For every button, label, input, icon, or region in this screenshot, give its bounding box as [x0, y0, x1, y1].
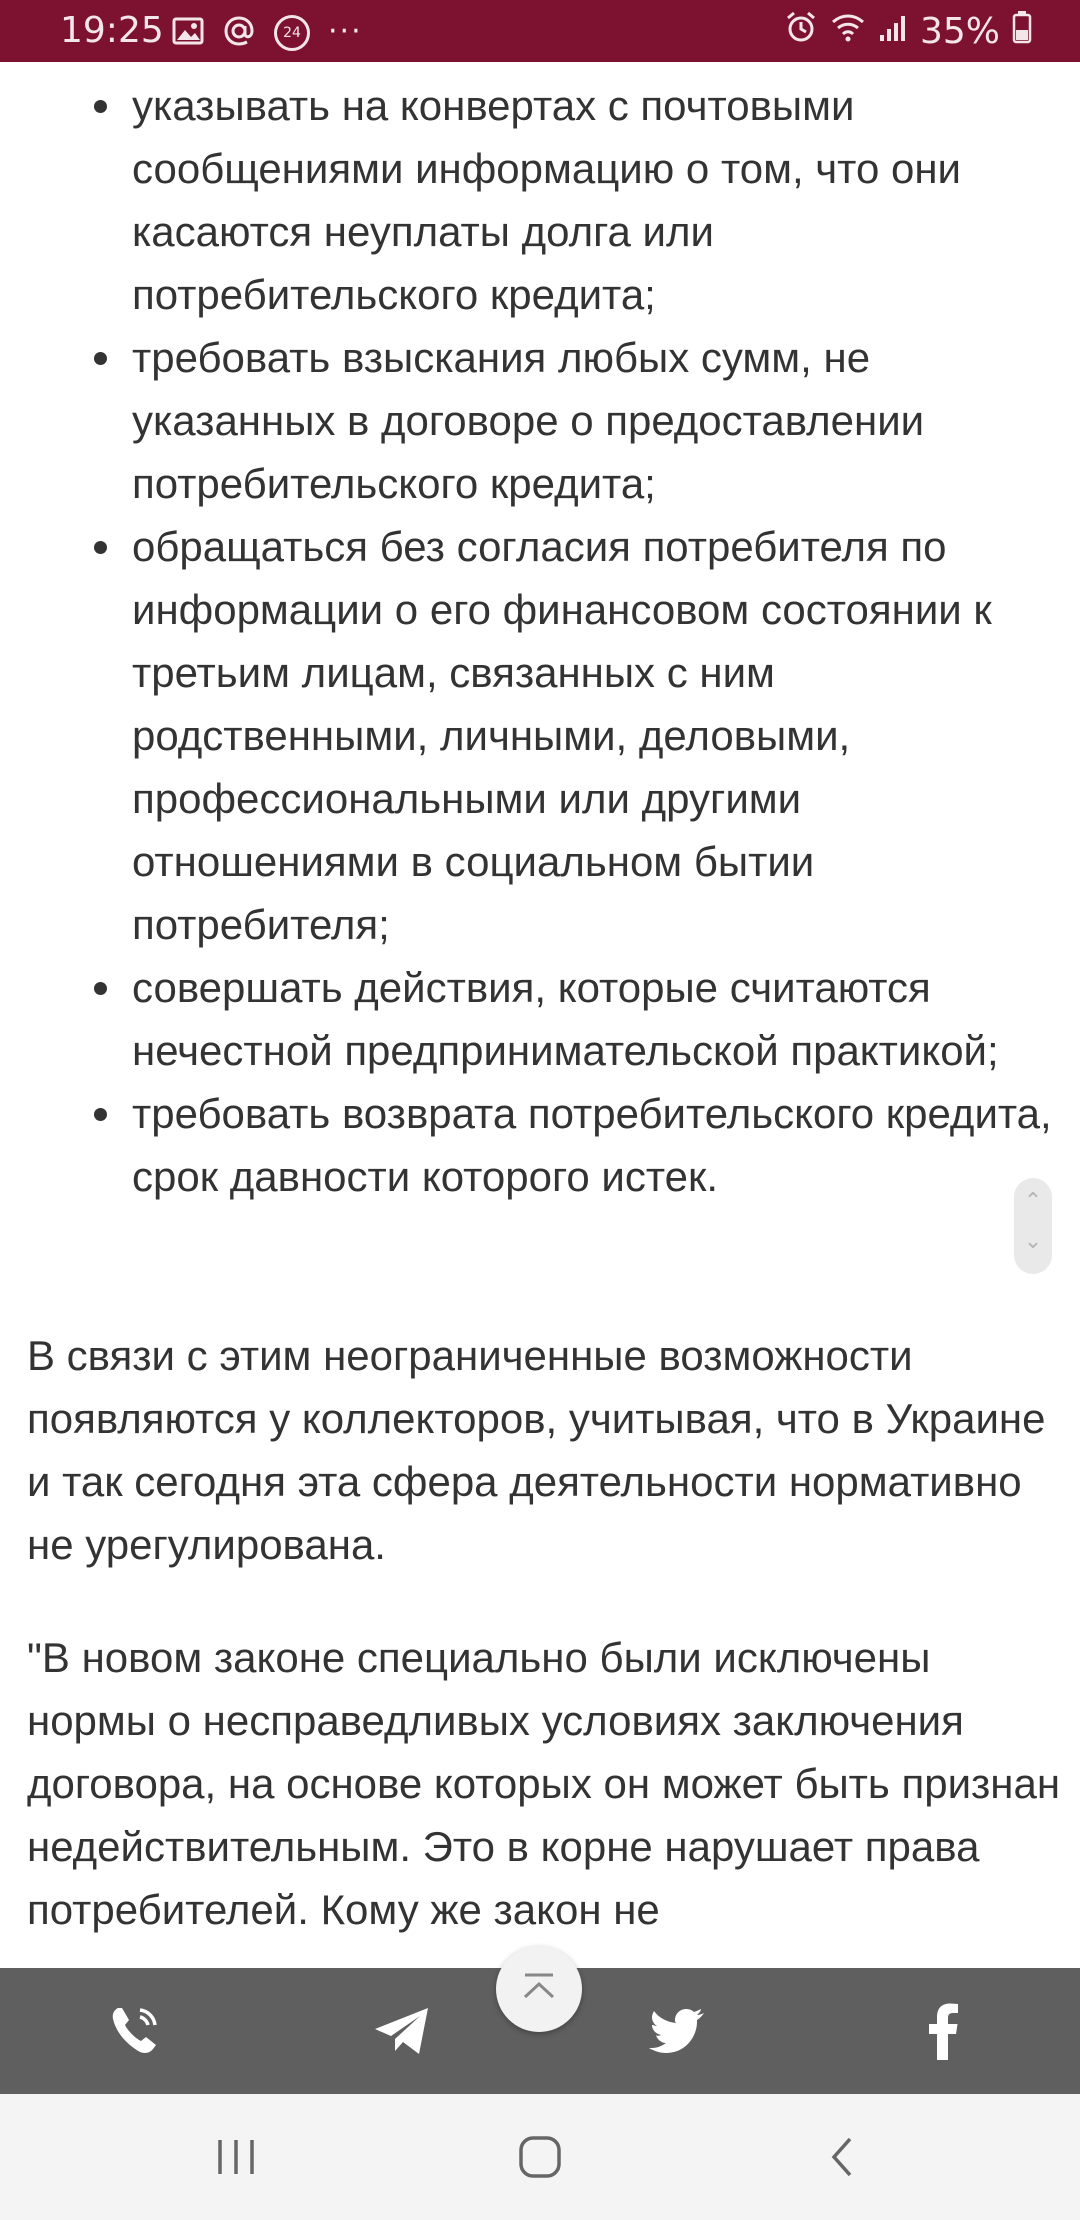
twitter-icon	[642, 1996, 712, 2066]
article-content	[0, 62, 1080, 1968]
notification-icons	[172, 14, 363, 52]
status-time: 19:25	[60, 10, 164, 51]
scroll-handle[interactable]	[1014, 1178, 1052, 1274]
paragraph: "В новом законе специально были исключены нормы о несправедливых условиях заключения договора, на основе которых он может быть признан недействительным. Это в корне нарушает права потребителей. Кому же закон не	[27, 1634, 1061, 1933]
back-button[interactable]	[812, 2132, 872, 2182]
list-item: совершать действия, которые считаются нечестной предпринимательской практикой;	[0, 956, 1080, 1082]
facebook-share-button[interactable]	[910, 1996, 980, 2066]
list-item: обращаться без согласия потребителя по информации о его финансовом состоянии к третьим лицам, связанных с ним родственными, личными, деловыми, профессиональными или другими отношениями в социальном бытии потребителя;	[0, 515, 1080, 956]
at-sign-icon	[222, 14, 256, 52]
phone-share-button[interactable]	[100, 1996, 170, 2066]
recent-apps-button[interactable]	[206, 2132, 266, 2182]
back-icon	[812, 2132, 872, 2182]
status-bar	[0, 0, 1080, 62]
battery-percent: 35%	[919, 11, 1000, 52]
home-button[interactable]	[510, 2132, 570, 2182]
scroll-to-top-button[interactable]	[496, 1946, 582, 2032]
badge-24-icon: 24	[274, 15, 310, 51]
list-item: указывать на конвертах с почтовыми сообщениями информацию о том, что они касаются неуплаты долга или потребительского кредита;	[0, 74, 1080, 326]
home-icon	[510, 2132, 570, 2182]
telegram-icon	[368, 1996, 438, 2066]
wifi-icon	[830, 11, 866, 52]
list-item: требовать взыскания любых сумм, не указанных в договоре о предоставлении потребительского кредита;	[0, 326, 1080, 515]
twitter-share-button[interactable]	[642, 1996, 712, 2066]
image-icon	[172, 16, 204, 50]
paragraph: В связи с этим неограниченные возможности появляются у коллекторов, учитывая, что в Украине и так сегодня эта сфера деятельности нормативно не урегулирована.	[27, 1332, 1046, 1568]
system-status	[784, 10, 1032, 53]
recent-apps-icon	[206, 2132, 266, 2182]
chevron-up-icon: ⌃	[1023, 1188, 1043, 1213]
bullet-list	[0, 74, 1080, 1208]
alarm-icon	[784, 10, 818, 53]
battery-icon	[1012, 10, 1032, 53]
system-nav-bar	[0, 2094, 1080, 2220]
telegram-share-button[interactable]	[368, 1996, 438, 2066]
signal-icon	[878, 11, 908, 52]
arrow-up-icon	[517, 1967, 561, 2011]
chevron-down-icon: ⌄	[1023, 1228, 1043, 1253]
list-item: требовать возврата потребительского кредита, срок давности которого истек.	[0, 1082, 1080, 1208]
facebook-icon	[910, 1996, 980, 2066]
more-dots-icon: ···	[328, 13, 363, 49]
phone-icon	[100, 1996, 170, 2066]
